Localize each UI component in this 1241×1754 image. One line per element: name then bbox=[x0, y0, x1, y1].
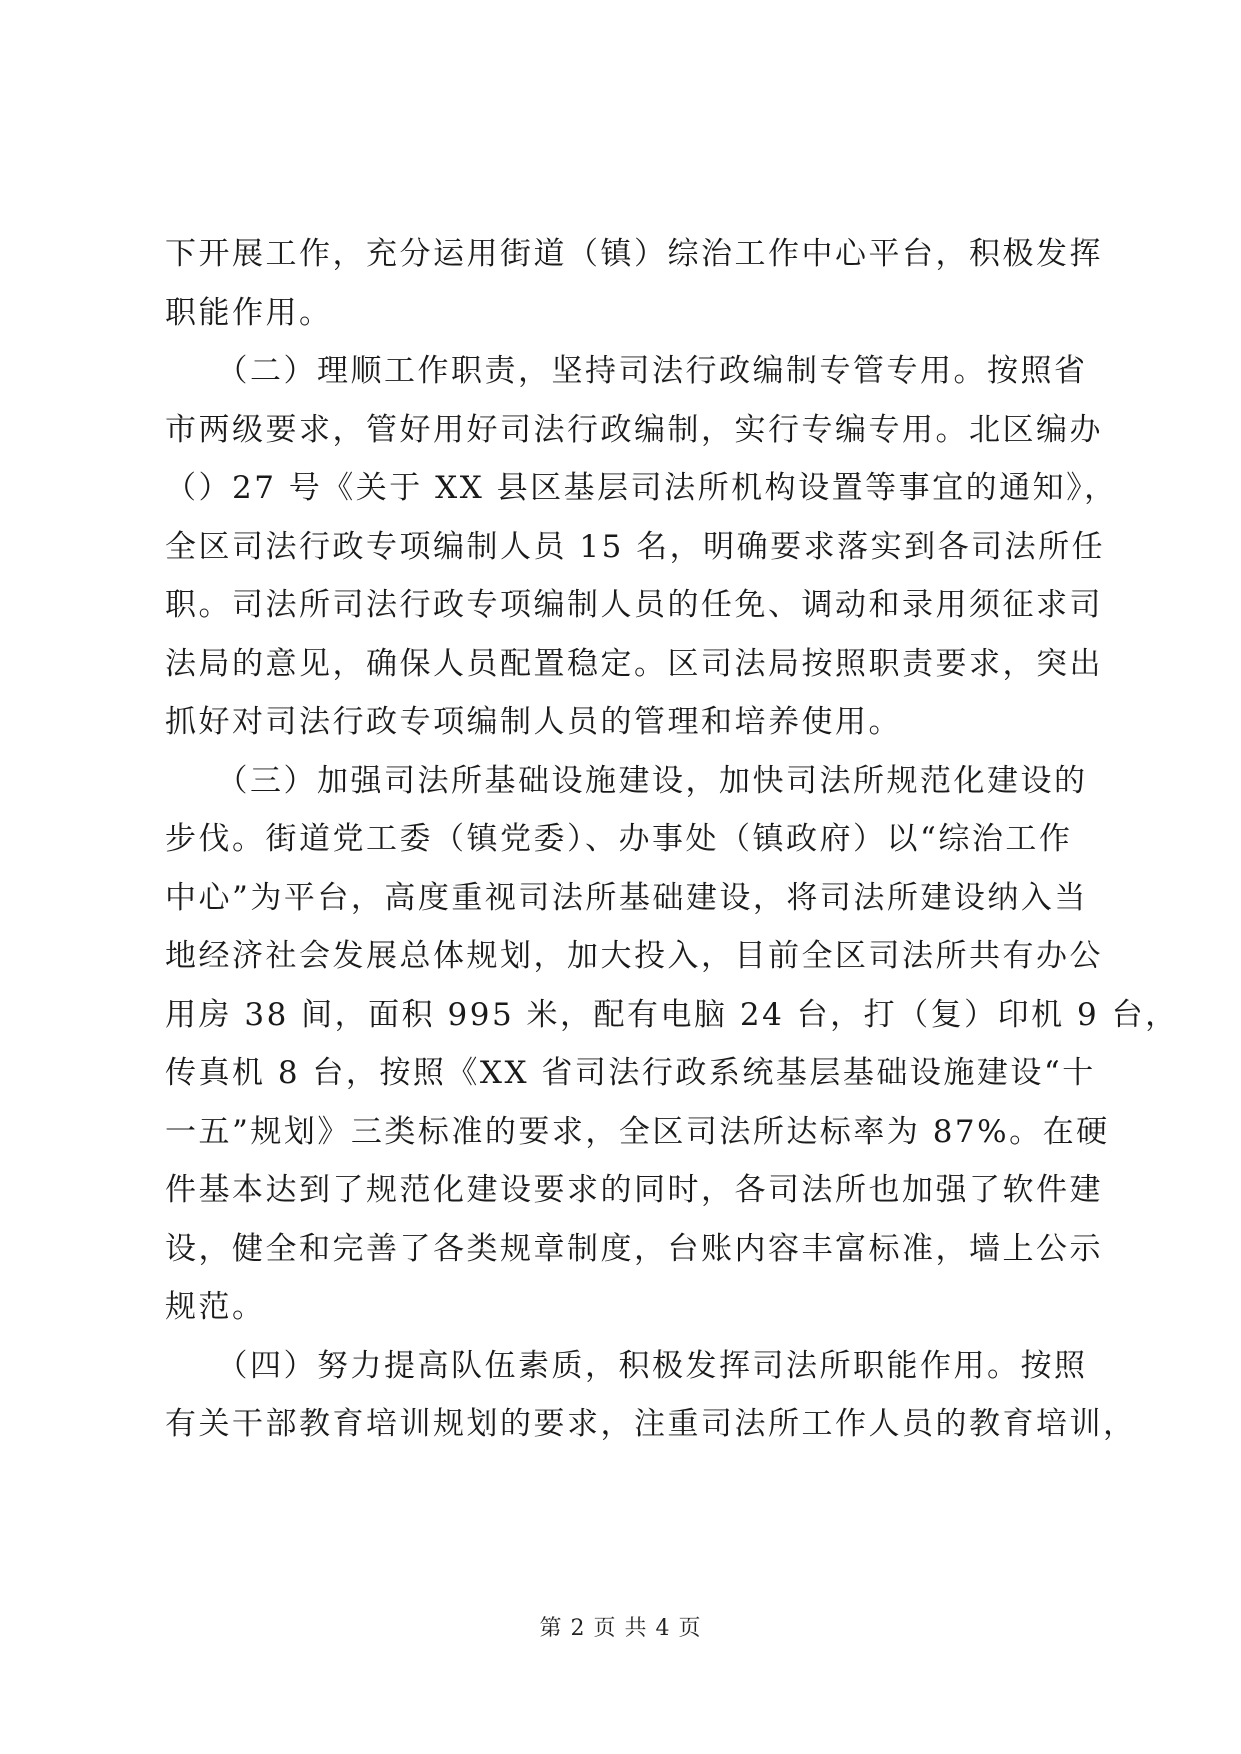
text-line: （二）理顺工作职责，坚持司法行政编制专管专用。按照省 bbox=[165, 353, 1088, 389]
text-line: 步伐。街道党工委（镇党委）、办事处（镇政府）以“综治工作 bbox=[165, 821, 1073, 857]
text-line: 下开展工作，充分运用街道（镇）综治工作中心平台，积极发挥 bbox=[165, 236, 1103, 272]
document-body bbox=[165, 225, 1179, 1454]
text-line: 全区司法行政专项编制人员 15 名，明确要求落实到各司法所任 bbox=[165, 528, 1106, 565]
text-line: 规范。 bbox=[165, 1289, 266, 1325]
text-line: 市两级要求，管好用好司法行政编制，实行专编专用。北区编办 bbox=[165, 411, 1103, 448]
text-line: 件基本达到了规范化建设要求的同时，各司法所也加强了软件建 bbox=[165, 1172, 1103, 1208]
text-line: 职。司法所司法行政专项编制人员的任免、调动和录用须征求司 bbox=[165, 587, 1103, 623]
text-line: 设，健全和完善了各类规章制度，台账内容丰富标准，墙上公示 bbox=[165, 1230, 1103, 1267]
text-line: 传真机 8 台，按照《XX 省司法行政系统基层基础设施建设“十 bbox=[165, 1055, 1096, 1091]
text-line: （）27 号《关于 XX 县区基层司法所机构设置等事宜的通知》， bbox=[165, 470, 1118, 506]
page-number-footer: 第 2 页 共 4 页 bbox=[539, 1616, 702, 1641]
text-line: 法局的意见，确保人员配置稳定。区司法局按照职责要求，突出 bbox=[165, 645, 1103, 682]
text-line: 用房 38 间，面积 995 米，配有电脑 24 台，打（复）印机 9 台， bbox=[165, 996, 1179, 1033]
text-line: 有关干部教育培训规划的要求，注重司法所工作人员的教育培训， bbox=[165, 1406, 1137, 1442]
text-line: 中心”为平台，高度重视司法所基础建设，将司法所建设纳入当 bbox=[165, 879, 1088, 916]
text-line: 职能作用。 bbox=[165, 294, 333, 331]
text-line: （三）加强司法所基础设施建设，加快司法所规范化建设的 bbox=[165, 762, 1088, 799]
text-line: （四）努力提高队伍素质，积极发挥司法所职能作用。按照 bbox=[165, 1347, 1088, 1384]
text-line: 地经济社会发展总体规划，加大投入，目前全区司法所共有办公 bbox=[165, 938, 1103, 974]
text-line: 抓好对司法行政专项编制人员的管理和培养使用。 bbox=[165, 704, 902, 740]
text-line: 一五”规划》三类标准的要求，全区司法所达标率为 87%。在硬 bbox=[165, 1113, 1110, 1150]
